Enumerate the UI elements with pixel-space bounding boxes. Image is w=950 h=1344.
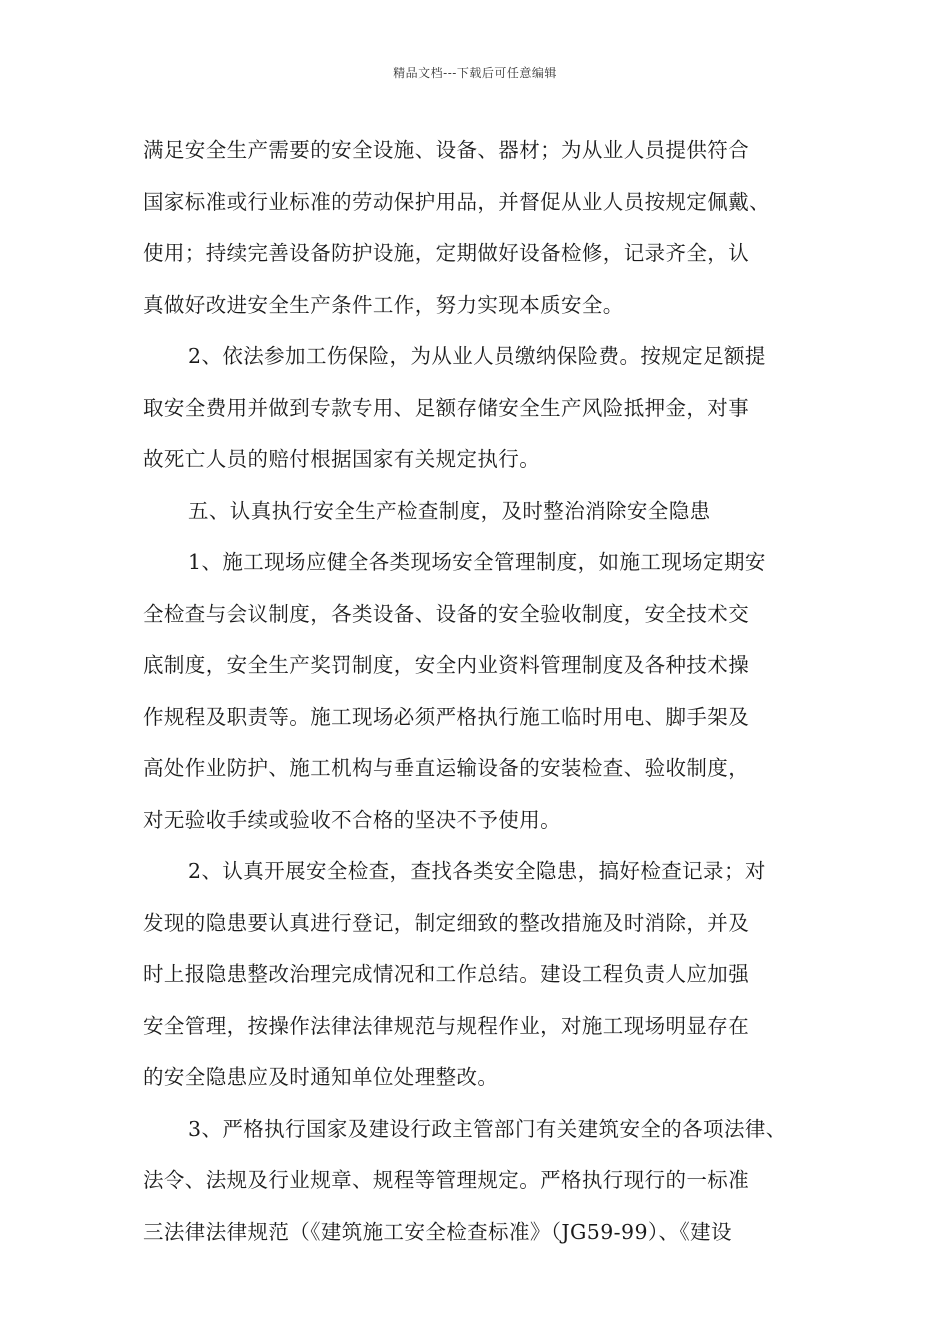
page-header: 精品文档---下载后可任意编辑 bbox=[393, 66, 557, 80]
text-line: 满足安全生产需要的安全设施、设备、器材；为从业人员提供符合 bbox=[143, 138, 750, 162]
text-line: 五、认真执行安全生产检查制度，及时整治消除安全隐患 bbox=[188, 498, 711, 523]
text-line: 国家标准或行业标准的劳动保护用品，并督促从业人员按规定佩戴、 bbox=[143, 189, 770, 214]
text-line: 发现的隐患要认真进行登记，制定细致的整改措施及时消除，并及 bbox=[143, 910, 750, 935]
text-line: 取安全费用并做到专款专用、足额存储安全生产风险抵押金，对事 bbox=[143, 395, 750, 420]
text-line: 2、依法参加工伤保险，为从业人员缴纳保险费。按规定足额提 bbox=[188, 344, 766, 368]
text-line: 作规程及职责等。施工现场必须严格执行施工临时用电、脚手架及 bbox=[143, 704, 750, 729]
text-line: 三法律法律规范（《建筑施工安全检查标准》（JG59-99）、《建设 bbox=[143, 1219, 732, 1244]
text-line: 法令、法规及行业规章、规程等管理规定。严格执行现行的一标准 bbox=[143, 1168, 750, 1192]
text-line: 故死亡人员的赔付根据国家有关规定执行。 bbox=[143, 447, 541, 471]
text-line: 1、施工现场应健全各类现场安全管理制度，如施工现场定期安 bbox=[188, 550, 766, 574]
text-line: 的安全隐患应及时通知单位处理整改。 bbox=[143, 1065, 499, 1089]
text-line: 真做好改进安全生产条件工作，努力实现本质安全。 bbox=[143, 292, 624, 317]
text-line: 全检查与会议制度，各类设备、设备的安全验收制度，安全技术交 bbox=[143, 601, 750, 626]
text-line: 安全管理，按操作法律法律规范与规程作业，对施工现场明显存在 bbox=[143, 1013, 750, 1038]
document-body bbox=[143, 130, 815, 1263]
text-line: 2、认真开展安全检查，查找各类安全隐患，搞好检查记录；对 bbox=[188, 859, 766, 883]
text-line: 对无验收手续或验收不合格的坚决不予使用。 bbox=[143, 807, 561, 832]
text-line: 高处作业防护、施工机构与垂直运输设备的安装检查、验收制度， bbox=[143, 756, 750, 780]
text-line: 使用；持续完善设备防护设施，定期做好设备检修，记录齐全，认 bbox=[143, 241, 750, 265]
text-line: 3、严格执行国家及建设行政主管部门有关建筑安全的各项法律、 bbox=[188, 1116, 787, 1141]
text-line: 底制度，安全生产奖罚制度，安全内业资料管理制度及各种技术操 bbox=[143, 653, 750, 677]
text-line: 时上报隐患整改治理完成情况和工作总结。建设工程负责人应加强 bbox=[143, 962, 750, 986]
